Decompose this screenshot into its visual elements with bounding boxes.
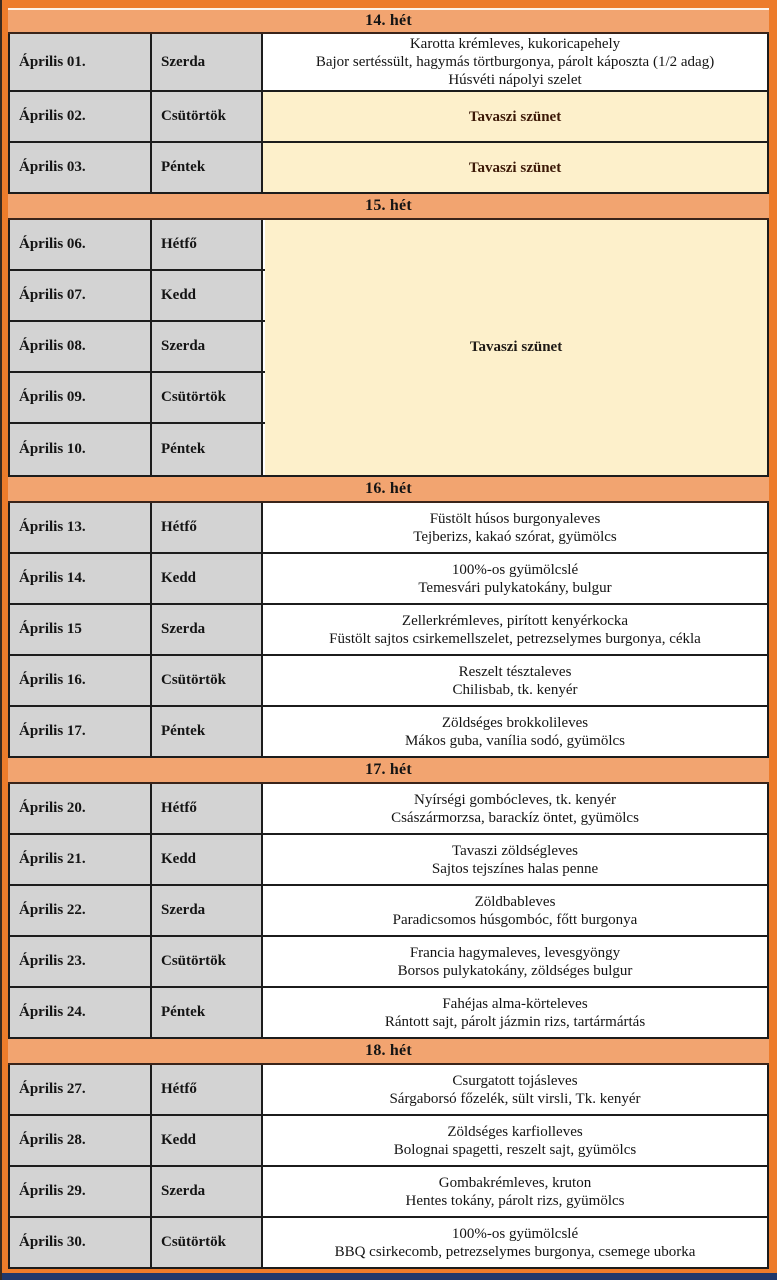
menu-cell — [263, 988, 767, 1037]
table-row — [8, 503, 769, 554]
date-cell: Április 30. — [10, 1218, 152, 1267]
menu-line: Bolognai spagetti, reszelt sajt, gyümölcs — [393, 1141, 637, 1158]
menu-line: Gombakrémleves, kruton — [438, 1174, 592, 1191]
menu-line: BBQ csirkecomb, petrezselymes burgonya, csemege uborka — [334, 1243, 696, 1260]
day-cell: Szerda — [152, 1167, 263, 1216]
menu-cell — [263, 784, 767, 833]
menu-line: Császármorzsa, barackíz öntet, gyümölcs — [391, 809, 639, 826]
menu-line: Húsvéti nápolyi szelet — [448, 72, 582, 88]
table-row — [8, 707, 769, 758]
holiday-note: Tavaszi szünet — [468, 159, 562, 176]
day-cell: Péntek — [152, 143, 263, 192]
date-cell: Április 20. — [10, 784, 152, 833]
menu-line: Sajtos tejszínes halas penne — [431, 860, 599, 877]
menu-line: Csurgatott tojásleves — [452, 1072, 578, 1089]
merged-holiday-cell — [265, 220, 767, 475]
date-cell: Április 09. — [10, 373, 152, 422]
day-cell: Csütörtök — [152, 656, 263, 705]
day-cell: Péntek — [152, 424, 263, 475]
date-cell: Április 27. — [10, 1065, 152, 1114]
date-cell: Április 29. — [10, 1167, 152, 1216]
menu-line: Francia hagymaleves, levesgyöngy — [409, 944, 621, 961]
holiday-note: Tavaszi szünet — [468, 108, 562, 125]
menu-line: Borsos pulykatokány, zöldséges bulgur — [397, 962, 633, 979]
day-cell: Csütörtök — [152, 1218, 263, 1267]
week-header-band: 17. hét — [8, 758, 769, 784]
week-rows-merged — [8, 220, 769, 477]
day-cell: Hétfő — [152, 503, 263, 552]
table-row — [8, 554, 769, 605]
date-cell: Április 14. — [10, 554, 152, 603]
menu-line: Zöldbableves — [474, 893, 556, 910]
menu-line: Reszelt tésztaleves — [458, 663, 572, 680]
date-cell: Április 22. — [10, 886, 152, 935]
menu-line: Chilisbab, tk. kenyér — [452, 681, 578, 698]
table-row — [8, 1218, 769, 1269]
week-header-band: 15. hét — [8, 194, 769, 220]
menu-line: Paradicsomos húsgombóc, főtt burgonya — [392, 911, 638, 928]
week-section — [8, 8, 769, 194]
table-row — [8, 92, 769, 143]
table-row — [8, 1065, 769, 1116]
date-cell: Április 23. — [10, 937, 152, 986]
day-cell: Szerda — [152, 322, 263, 371]
week-section — [8, 758, 769, 1039]
table-row — [8, 835, 769, 886]
day-cell: Kedd — [152, 271, 263, 320]
menu-line: 100%-os gyümölcslé — [451, 1225, 579, 1242]
menu-cell — [263, 886, 767, 935]
date-cell: Április 06. — [10, 220, 152, 269]
menu-line: Temesvári pulykatokány, bulgur — [418, 579, 612, 596]
menu-line: Füstölt húsos burgonyaleves — [429, 510, 601, 527]
date-cell: Április 08. — [10, 322, 152, 371]
menu-cell — [263, 1116, 767, 1165]
day-cell: Csütörtök — [152, 373, 263, 422]
day-cell: Kedd — [152, 835, 263, 884]
table-row — [8, 1116, 769, 1167]
menu-line: Bajor sertéssült, hagymás törtburgonya, párolt káposzta (1/2 adag) — [315, 54, 715, 70]
date-cell: Április 03. — [10, 143, 152, 192]
menu-cell — [263, 656, 767, 705]
table-row — [8, 605, 769, 656]
day-cell: Csütörtök — [152, 937, 263, 986]
holiday-note: Tavaszi szünet — [469, 339, 563, 355]
day-cell: Hétfő — [152, 1065, 263, 1114]
menu-cell — [263, 1218, 767, 1267]
table-row — [10, 271, 265, 322]
table-row — [10, 424, 265, 475]
date-cell: Április 24. — [10, 988, 152, 1037]
table-row — [8, 1167, 769, 1218]
week-header-band: 16. hét — [8, 477, 769, 503]
menu-line: Mákos guba, vanília sodó, gyümölcs — [405, 732, 625, 749]
table-row — [8, 937, 769, 988]
menu-line: 100%-os gyümölcslé — [451, 561, 579, 578]
menu-cell — [263, 143, 767, 192]
menu-cell — [263, 503, 767, 552]
menu-line: Tavaszi zöldségleves — [452, 842, 578, 859]
menu-line: Zellerkrémleves, pirított kenyérkocka — [401, 612, 629, 629]
day-cell: Szerda — [152, 34, 263, 90]
date-cell: Április 13. — [10, 503, 152, 552]
table-row — [8, 784, 769, 835]
date-cell: Április 21. — [10, 835, 152, 884]
day-cell: Kedd — [152, 1116, 263, 1165]
day-cell: Csütörtök — [152, 92, 263, 141]
week-section — [8, 1039, 769, 1269]
menu-line: Hentes tokány, párolt rizs, gyümölcs — [405, 1192, 625, 1209]
menu-line: Rántott sajt, párolt jázmin rizs, tartármártás — [384, 1013, 646, 1030]
week-header-band: 18. hét — [8, 1039, 769, 1065]
table-row — [10, 373, 265, 424]
table-row — [8, 656, 769, 707]
date-cell: Április 16. — [10, 656, 152, 705]
menu-line: Tejberizs, kakaó szórat, gyümölcs — [413, 528, 617, 545]
page-bottom-edge — [0, 1273, 777, 1280]
day-cell: Péntek — [152, 988, 263, 1037]
table-row — [8, 34, 769, 92]
menu-line: Zöldséges brokkolileves — [441, 714, 589, 731]
date-cell: Április 28. — [10, 1116, 152, 1165]
week-section — [8, 477, 769, 758]
day-cell: Kedd — [152, 554, 263, 603]
menu-cell — [263, 1167, 767, 1216]
day-cell: Péntek — [152, 707, 263, 756]
menu-line: Karotta krémleves, kukoricapehely — [409, 36, 621, 52]
menu-line: Zöldséges karfiolleves — [447, 1123, 583, 1140]
table-row — [8, 886, 769, 937]
date-cell: Április 07. — [10, 271, 152, 320]
day-cell: Szerda — [152, 605, 263, 654]
date-day-column — [10, 220, 265, 475]
menu-cell — [263, 835, 767, 884]
menu-cell — [263, 1065, 767, 1114]
menu-line: Füstölt sajtos csirkemellszelet, petrezselymes burgonya, cékla — [329, 630, 701, 647]
day-cell: Hétfő — [152, 784, 263, 833]
menu-cell — [263, 554, 767, 603]
date-cell: Április 15 — [10, 605, 152, 654]
date-cell: Április 02. — [10, 92, 152, 141]
menu-cell — [263, 92, 767, 141]
table-row — [10, 220, 265, 271]
menu-line: Nyírségi gombócleves, tk. kenyér — [413, 791, 617, 808]
table-row — [8, 988, 769, 1039]
menu-line: Fahéjas alma-körteleves — [442, 995, 588, 1012]
menu-cell — [263, 937, 767, 986]
menu-line: Sárgaborsó főzelék, sült virsli, Tk. kenyér — [389, 1090, 641, 1107]
menu-cell — [263, 707, 767, 756]
menu-cell — [263, 34, 767, 90]
menu-cell — [263, 605, 767, 654]
date-cell: Április 10. — [10, 424, 152, 475]
day-cell: Szerda — [152, 886, 263, 935]
week-section — [8, 194, 769, 477]
date-cell: Április 01. — [10, 34, 152, 90]
table-row — [8, 143, 769, 194]
day-cell: Hétfő — [152, 220, 263, 269]
table-row — [10, 322, 265, 373]
date-cell: Április 17. — [10, 707, 152, 756]
week-header-band: 14. hét — [8, 8, 769, 34]
